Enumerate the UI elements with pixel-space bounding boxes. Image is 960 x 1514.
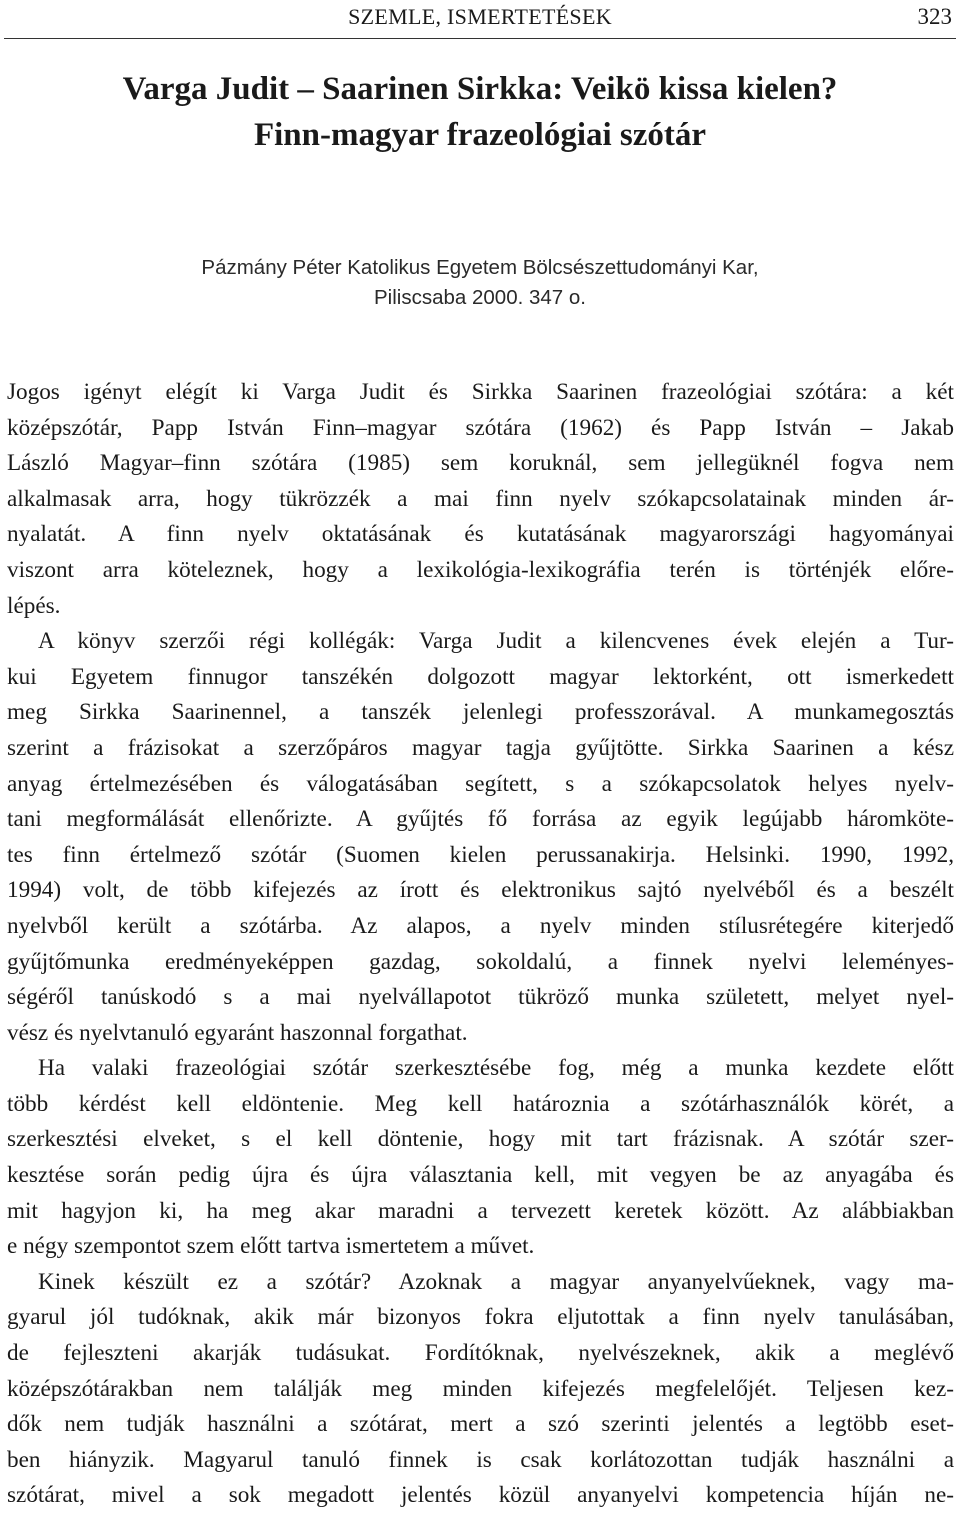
publication-info-line-1: Pázmány Péter Katolikus Egyetem Bölcsészettudományi Kar, [201, 256, 759, 279]
publication-info-line-2: Piliscsaba 2000. 347 o. [374, 286, 586, 309]
body-line: szerkesztési elveket, s el kell döntenie, hogy mit tart frázisnak. A szótár szer- [7, 1126, 954, 1153]
body-line: nyalatát. A finn nyelv oktatásának és kutatásának magyarországi hagyományai [7, 521, 954, 548]
body-line: Ha valaki frazeológiai szótár szerkesztésébe fog, még a munka kezdete előtt [38, 1055, 954, 1082]
article-title-line-2: Finn-magyar frazeológiai szótár [253, 117, 707, 153]
body-line: alkalmasak arra, hogy tükrözzék a mai finn nyelv szókapcsolatainak minden ár- [7, 485, 954, 512]
body-line: középszótár, Papp István Finn–magyar szótára (1962) és Papp István – Jakab [7, 414, 954, 441]
body-line: e négy szempontot szem előtt tartva ismertetem a művet. [7, 1233, 535, 1260]
body-line: A könyv szerzői régi kollégák: Varga Judit a kilencvenes évek elején a Tur- [38, 628, 954, 655]
header-rule [4, 38, 956, 39]
body-line: anyag értelmezésében és válogatásában segített, s a szókapcsolatok helyes nyelv- [7, 770, 954, 797]
body-line: kui Egyetem finnugor tanszékén dolgozott magyar lektorként, ott ismerkedett [7, 663, 954, 690]
body-line: ben hiányzik. Magyarul tanuló finnek is csak korlátozottan tudják használni a [7, 1446, 954, 1473]
body-line: László Magyar–finn szótára (1985) sem koruknál, sem jellegüknél fogva nem [7, 450, 954, 477]
body-line: nyelvből került a szótárba. Az alapos, a nyelv minden stílusrétegére kiterjedő [7, 912, 954, 939]
body-line: meg Sirkka Saarinennel, a tanszék jelenlegi professzorával. A munkamegosztás [7, 699, 954, 726]
body-line: viszont arra köteleznek, hogy a lexikológia-lexikográfia terén is történjék előre- [7, 556, 954, 583]
section-title: SZEMLE, ISMERTETÉSEK [348, 4, 612, 29]
page-number: 323 [917, 4, 952, 29]
body-line: középszótárakban nem találják meg minden kifejezés megfelelőjét. Teljesen kez- [7, 1375, 954, 1402]
body-line: tani megformálását ellenőrizte. A gyűjtés fő forrása az egyik legújabb háromköte- [7, 806, 954, 833]
body-line: tes finn értelmező szótár (Suomen kielen perussanakirja. Helsinki. 1990, 1992, [7, 841, 954, 868]
body-line: 1994) volt, de több kifejezés az írott és elektronikus sajtó nyelvéből és a beszélt [7, 877, 954, 904]
body-line: gyarul jól tudóknak, akik már bizonyos fokra eljutottak a finn nyelv tanulásában, [7, 1304, 954, 1331]
body-line: dők nem tudják használni a szótárat, mert a szó szerinti jelentés a legtöbb eset- [7, 1411, 954, 1438]
body-line: gyűjtőmunka eredményeképpen gazdag, sokoldalú, a finnek nyelvi leleményes- [7, 948, 954, 975]
article-body [7, 375, 954, 1514]
article-title-line-1: Varga Judit – Saarinen Sirkka: Veikö kissa kielen? [122, 71, 838, 107]
running-header [0, 0, 960, 42]
body-line: lépés. [7, 592, 61, 619]
article-title [0, 66, 960, 158]
body-line: kesztése során pedig újra és újra választania kell, mit vegyen be az anyagába és [7, 1162, 954, 1189]
body-line: ségéről tanúskodó s a mai nyelvállapotot tükröző munka született, melyet nyel- [7, 984, 954, 1011]
body-line: szótárat, mivel a sok megadott jelentés közül anyanyelvi kompetencia híján ne- [7, 1482, 954, 1509]
body-line: több kérdést kell eldöntenie. Meg kell határoznia a szótárhasználók körét, a [7, 1090, 954, 1117]
body-line: mit hagyjon ki, ha meg akar maradni a tervezett keretek között. Az alábbiakban [7, 1197, 954, 1224]
body-line: Jogos igényt elégít ki Varga Judit és Sirkka Saarinen frazeológiai szótára: a két [7, 379, 954, 405]
body-line: Kinek készült ez a szótár? Azoknak a magyar anyanyelvűeknek, vagy ma- [38, 1268, 954, 1295]
body-line: vész és nyelvtanuló egyaránt haszonnal forgathat. [7, 1019, 468, 1046]
publication-info [0, 253, 960, 313]
body-line: szerint a frázisokat a szerzőpáros magyar tagja gyűjtötte. Sirkka Saarinen a kész [7, 734, 954, 761]
body-line: de fejleszteni akarják tudásukat. Fordítóknak, nyelvészeknek, akik a meglévő [7, 1340, 954, 1367]
